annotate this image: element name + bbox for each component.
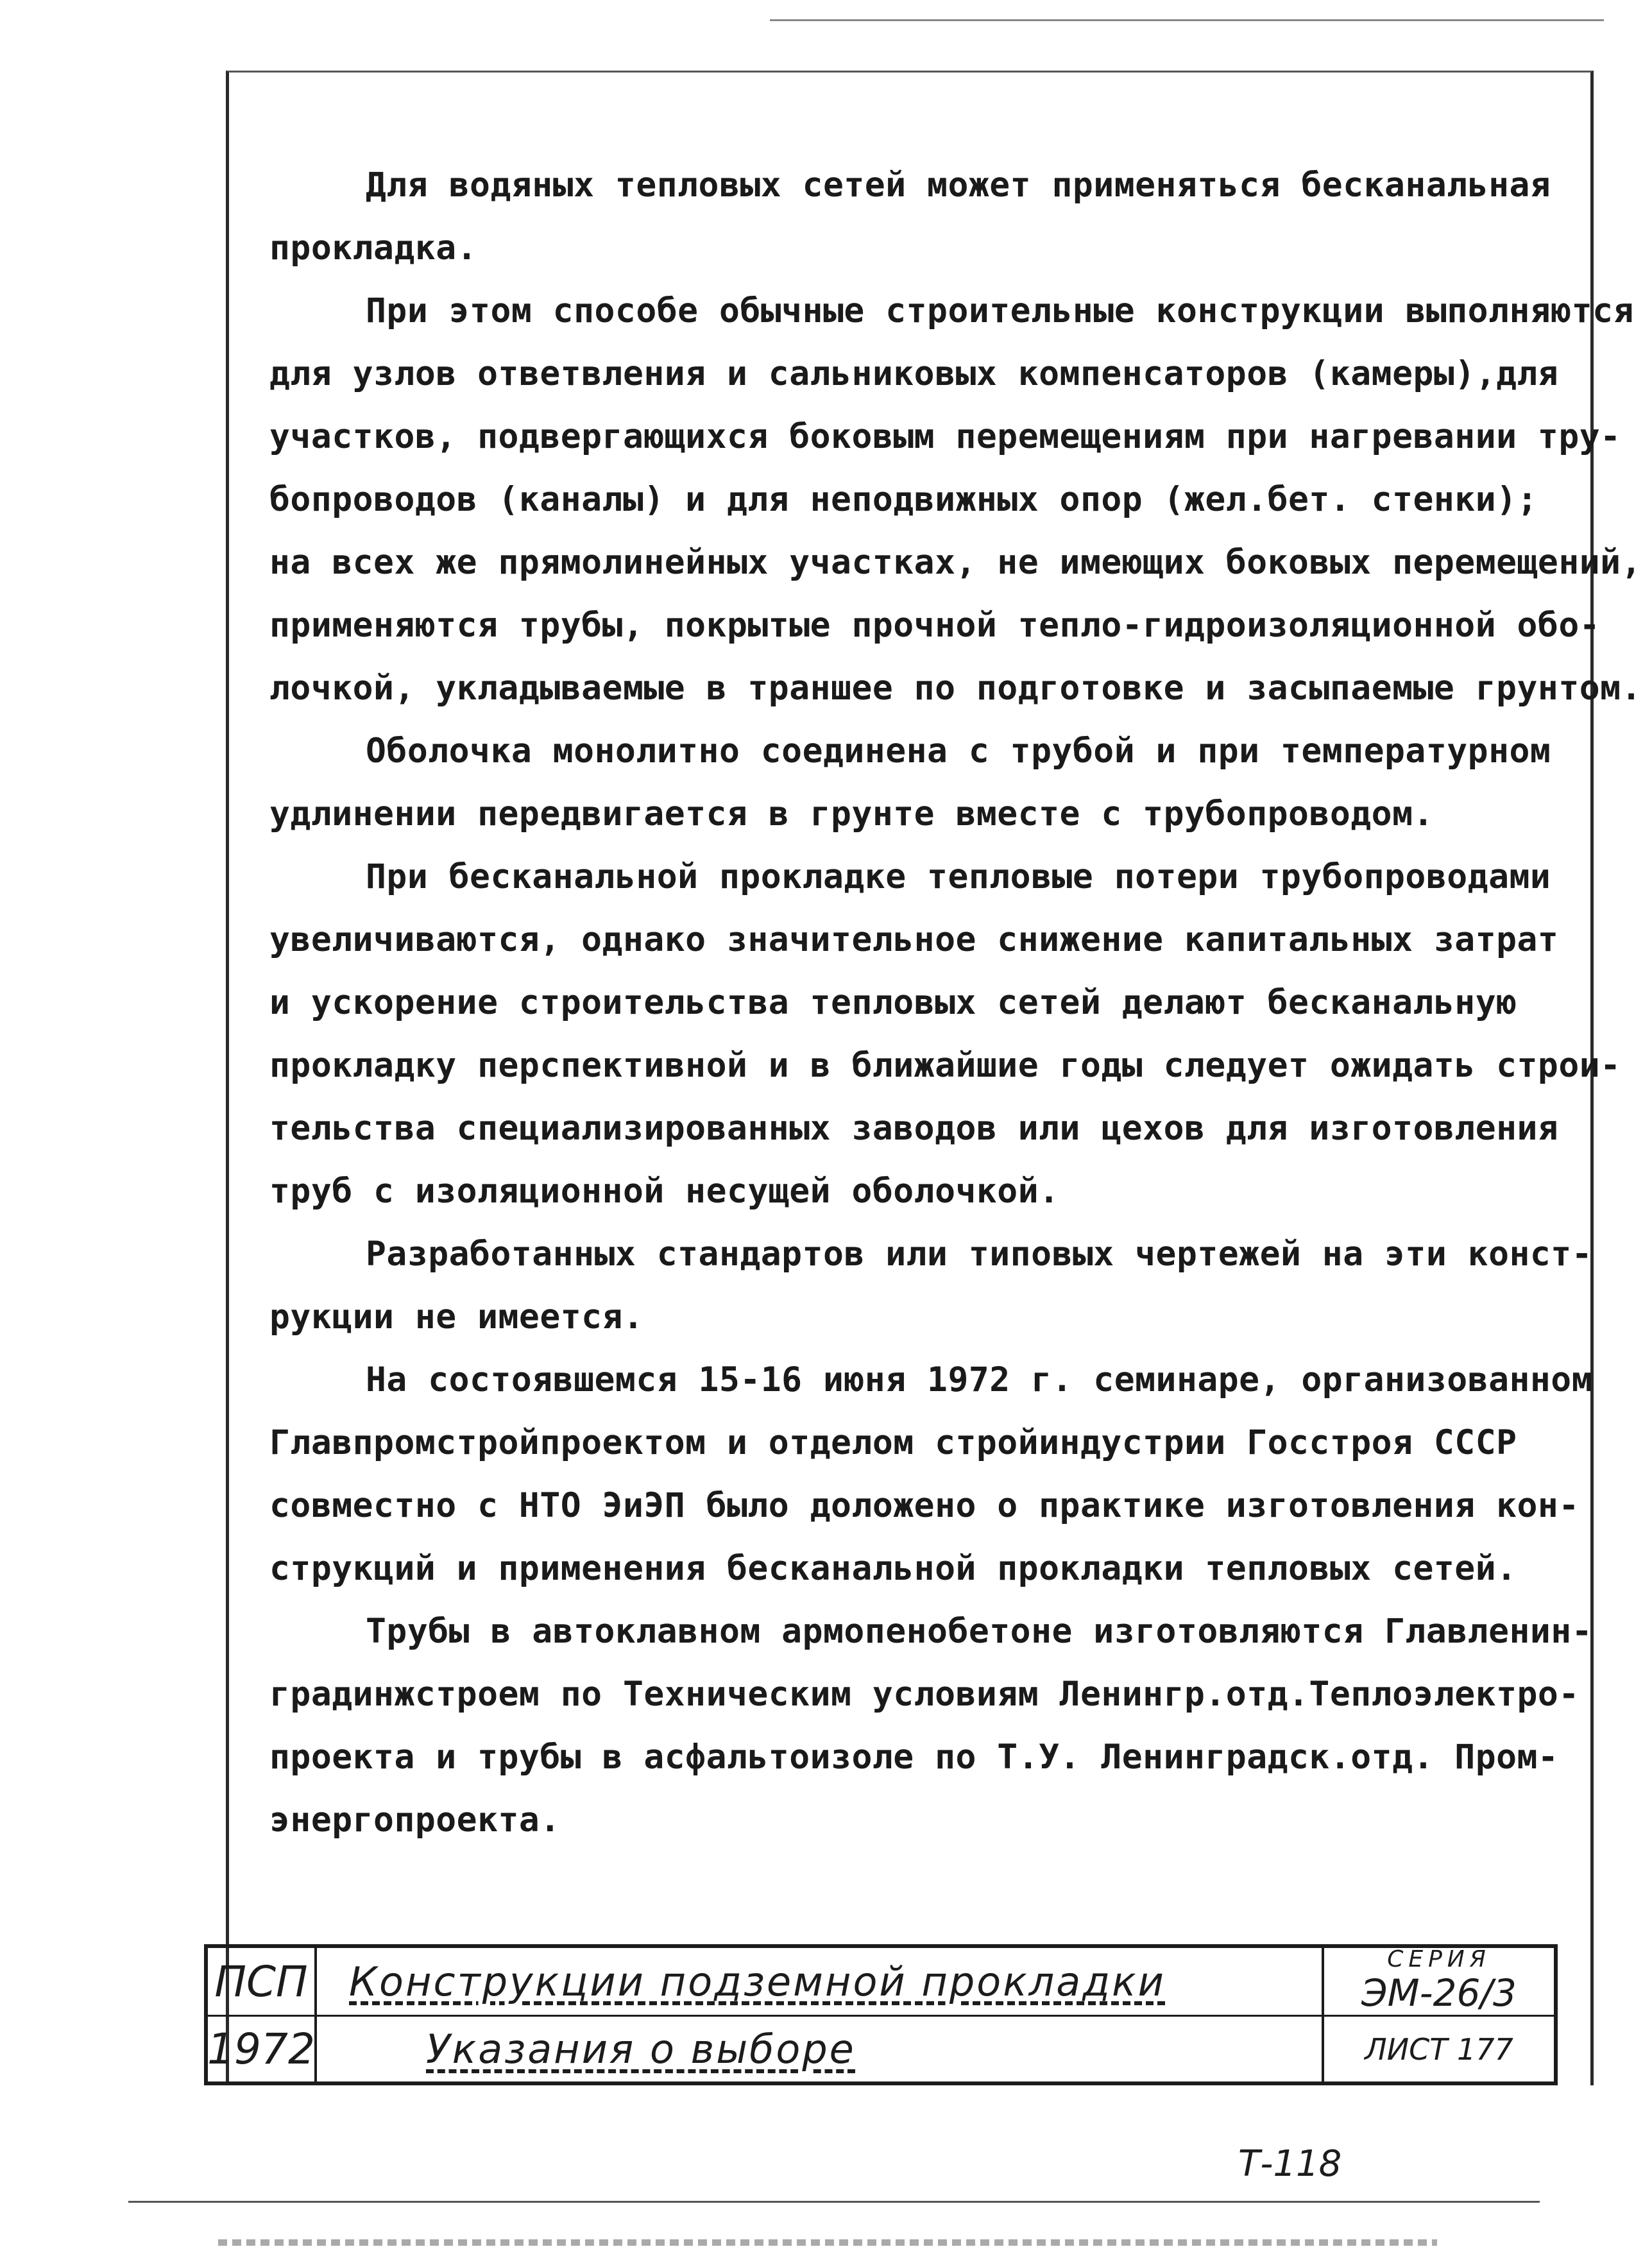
sheet-number: ЛИСТ 177: [1365, 2031, 1513, 2067]
text-line: лочкой, укладываемые в траншее по подготовке и засыпаемые грунтом.: [269, 669, 1642, 708]
text-line: участков, подвергающихся боковым перемещениям при нагревании тру-: [269, 417, 1621, 456]
bottom-rule: [128, 2201, 1540, 2203]
series-cell: [1324, 1948, 1554, 2017]
text-line: удлинении передвигается в грунте вместе с трубопроводом.: [269, 794, 1434, 833]
bottom-noise-rule: [218, 2239, 1437, 2246]
text-line: Оболочка монолитно соединена с трубой и при температурном: [366, 731, 1551, 771]
text-line: Разработанных стандартов или типовых чертежей на эти конст-: [366, 1235, 1593, 1274]
text-line: для узлов ответвления и сальниковых компенсаторов (камеры),для: [269, 354, 1559, 393]
text-line: совместно с НТО ЭиЭП было доложено о практике изготовления кон-: [269, 1486, 1580, 1525]
text-line: Главпромстройпроектом и отделом стройиндустрии Госстроя СССР: [269, 1423, 1517, 1462]
footer-note: Т-118: [1238, 2143, 1342, 2185]
text-line: тельства специализированных заводов или цехов для изготовления: [269, 1109, 1559, 1148]
drawing-title-text: Конструкции подземной прокладки: [349, 1958, 1166, 2005]
drawing-subtitle: [317, 2017, 1324, 2081]
year: 1972: [208, 2017, 317, 2081]
drawing-title: [317, 1948, 1324, 2017]
text-line: увеличиваются, однако значительное снижение капитальных затрат: [269, 920, 1559, 959]
text-line: градинжстроем по Техническим условиям Ленингр.отд.Теплоэлектро-: [269, 1675, 1580, 1714]
drawing-subtitle-text: Указания о выборе: [426, 2026, 856, 2073]
org-code: ПСП: [208, 1948, 317, 2017]
series-number: ЭМ-26/3: [1361, 1971, 1517, 2015]
text-line: на всех же прямолинейных участках, не имеющих боковых перемещений,: [269, 543, 1642, 582]
text-line: При этом способе обычные строительные конструкции выполняются: [366, 291, 1634, 330]
text-line: струкций и применения бесканальной прокладки тепловых сетей.: [269, 1549, 1517, 1588]
title-block: [204, 1944, 1558, 2085]
text-line: энергопроекта.: [269, 1800, 561, 1840]
text-line: Для водяных тепловых сетей может применяться бесканальная: [366, 166, 1551, 205]
text-line: применяются трубы, покрытые прочной тепло-гидроизоляционной обо-: [269, 606, 1601, 645]
text-line: Трубы в автоклавном армопенобетоне изготовляются Главленин-: [366, 1612, 1593, 1651]
top-rule: [770, 19, 1604, 21]
text-line: прокладка.: [269, 228, 478, 268]
series-label: СЕРИЯ: [1387, 1946, 1491, 1972]
text-line: На состоявшемся 15-16 июня 1972 г. семинаре, организованном: [366, 1360, 1593, 1399]
text-line: бопроводов (каналы) и для неподвижных опор (жел.бет. стенки);: [269, 480, 1538, 519]
body-text: [269, 154, 1642, 1852]
text-line: прокладку перспективной и в ближайшие годы следует ожидать строи-: [269, 1046, 1621, 1085]
text-line: и ускорение строительства тепловых сетей делают бесканальную: [269, 983, 1517, 1022]
text-line: При бесканальной прокладке тепловые потери трубопроводами: [366, 857, 1551, 896]
text-line: труб с изоляционной несущей оболочкой.: [269, 1172, 1060, 1211]
text-line: рукции не имеется.: [269, 1297, 644, 1337]
text-line: проекта и трубы в асфальтоизоле по Т.У. Ленинградск.отд. Пром-: [269, 1738, 1559, 1777]
